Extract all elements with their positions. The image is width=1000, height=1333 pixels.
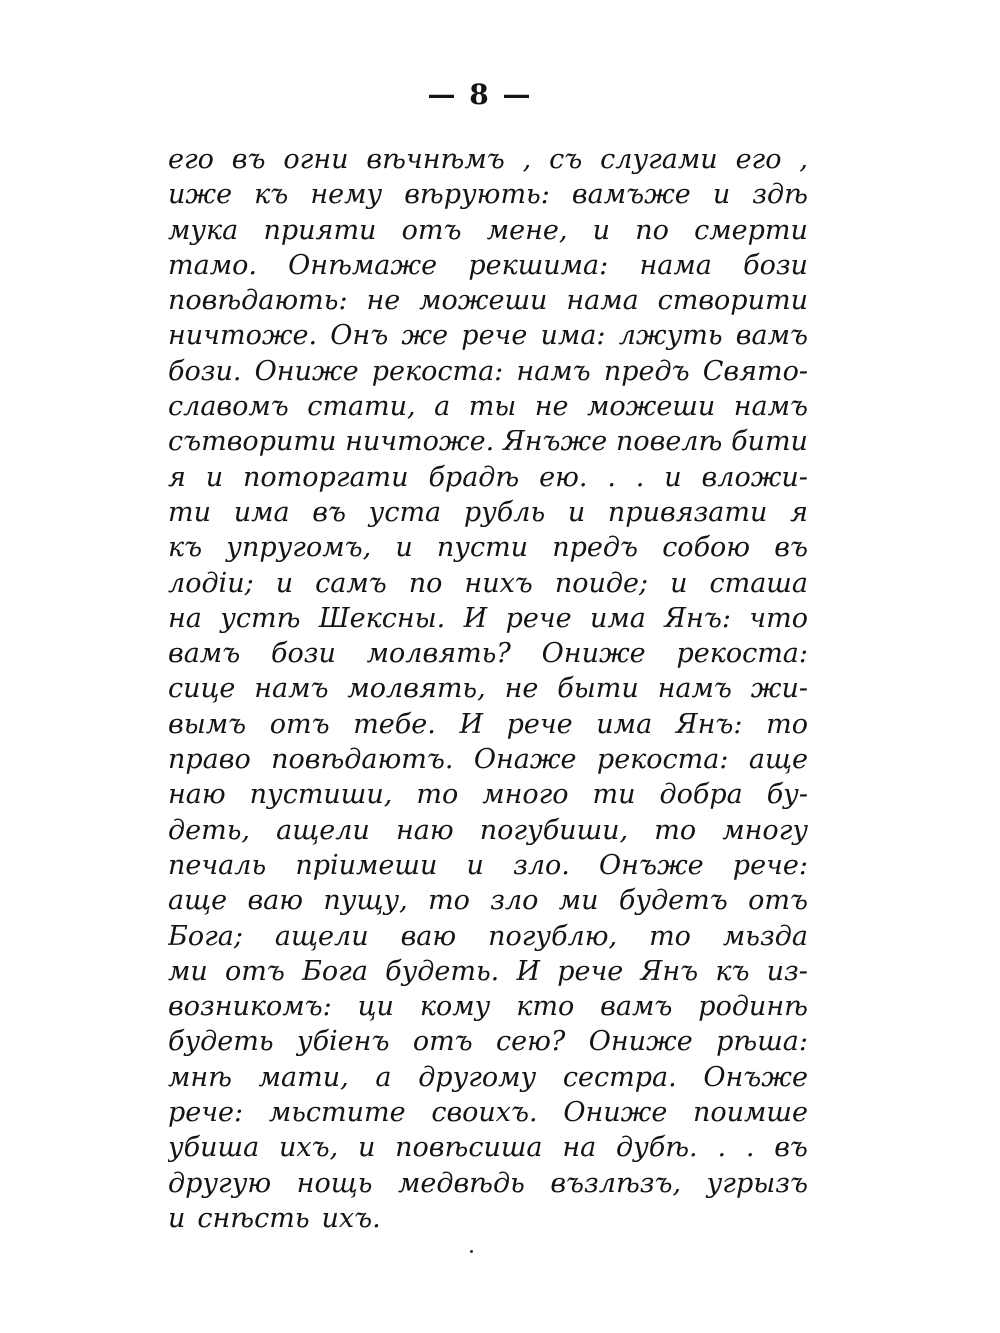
text-line: убиша ихъ, и повѣсиша на дубѣ. . . въ bbox=[168, 1132, 808, 1164]
text-line: и снѣсть ихъ. bbox=[168, 1202, 381, 1234]
text-line: вымъ отъ тебе. И рече има Янъ: то bbox=[168, 708, 808, 740]
text-line: иже къ нему вѣрують: вамъже и здѣ bbox=[168, 179, 808, 211]
text-line: возникомъ: ци кому кто вамъ родинѣ bbox=[168, 991, 808, 1023]
text-line: ти има въ уста рубль и привязати я bbox=[168, 496, 808, 528]
text-line: право повѣдаютъ. Онаже рекоста: аще bbox=[168, 744, 808, 776]
text-line: славомъ стати, а ты не можеши намъ bbox=[168, 391, 808, 423]
text-line: я и поторгати брадѣ ею. . . и вложи- bbox=[168, 461, 808, 493]
text-line: вамъ бози молвять? Ониже рекоста: bbox=[168, 638, 808, 670]
text-line: деть, ащели наю погубиши, то многу bbox=[168, 814, 808, 846]
print-speck bbox=[470, 1250, 473, 1253]
text-line: сътворити ничтоже. Янъже повелѣ бити bbox=[168, 426, 808, 458]
text-line: сице намъ молвять, не быти намъ жи- bbox=[168, 673, 808, 705]
text-line: другую нощь медвѣдь възлѣзъ, угрызъ bbox=[168, 1167, 808, 1199]
text-line: повѣдають: не можеши нама створити bbox=[168, 285, 808, 317]
text-line: его въ огни вѣчнѣмъ , съ слугами его , bbox=[168, 144, 808, 175]
text-line: ничтоже. Онъ же рече има: лжуть вамъ bbox=[168, 320, 808, 352]
body-text bbox=[168, 142, 808, 1236]
text-line: на устѣ Шексны. И рече има Янъ: что bbox=[168, 602, 808, 634]
text-line: Бога; ащели ваю погублю, то мьзда bbox=[168, 920, 808, 952]
text-line: рече: мьстите своихъ. Ониже поимше bbox=[168, 1097, 808, 1129]
text-line: бози. Ониже рекоста: намъ предъ Свято- bbox=[168, 355, 808, 387]
text-line: тамо. Онѣмаже рекшима: нама бози bbox=[168, 249, 808, 281]
text-line: ми отъ Бога будеть. И рече Янъ къ из- bbox=[168, 955, 808, 987]
text-line: къ упругомъ, и пусти предъ собою въ bbox=[168, 532, 808, 564]
text-line: лодіи; и самъ по нихъ поиде; и сташа bbox=[168, 567, 808, 599]
text-line: наю пустиши, то много ти добра бу- bbox=[168, 779, 808, 811]
text-line: мнѣ мати, а другому сестра. Онъже bbox=[168, 1061, 808, 1093]
text-line: печаль пріимеши и зло. Онъже рече: bbox=[168, 849, 808, 881]
page-number: — 8 — bbox=[427, 78, 533, 111]
text-line: будеть убіенъ отъ сею? Ониже рѣша: bbox=[168, 1026, 808, 1058]
text-line: аще ваю пущу, то зло ми будетъ отъ bbox=[168, 885, 808, 917]
text-line: мука прияти отъ мене, и по смерти bbox=[168, 214, 808, 246]
